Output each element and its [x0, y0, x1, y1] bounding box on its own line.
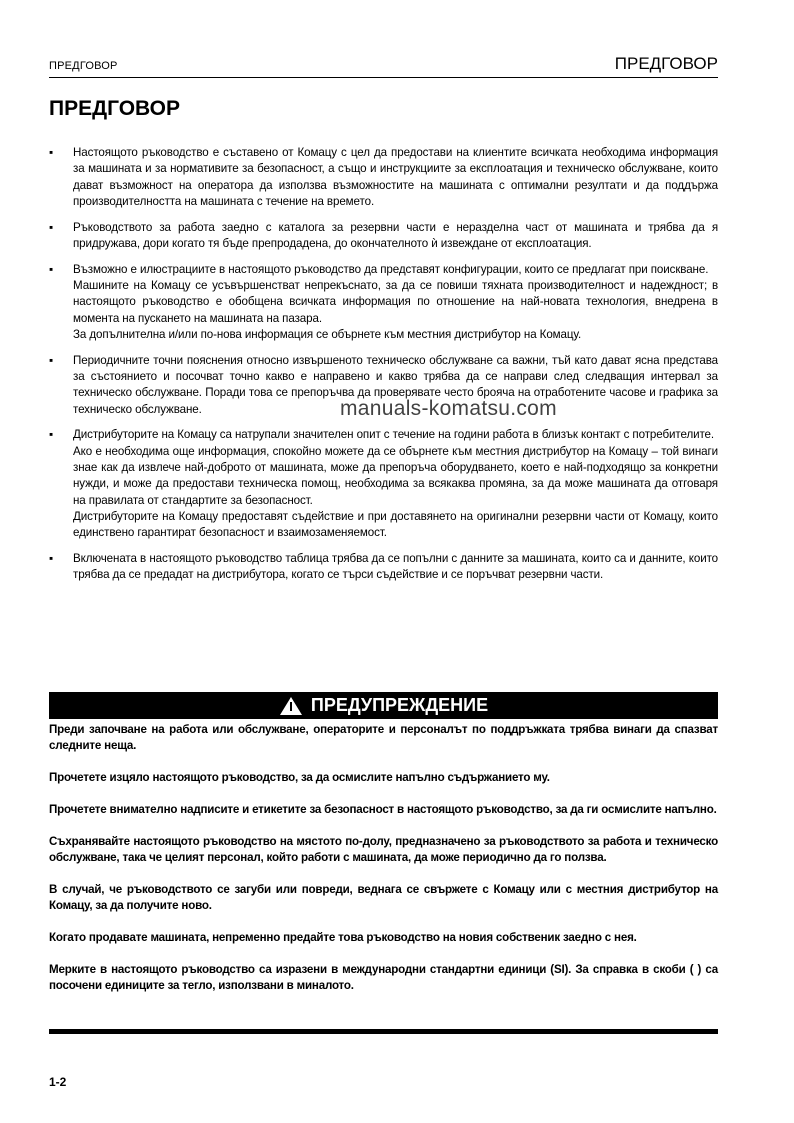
warning-body: [49, 722, 718, 1010]
bullet-item: [49, 220, 718, 253]
warning-paragraph: Прочетете внимателно надписите и етикетите за безопасност в настоящото ръководство, за да ги осмислите напълно.: [49, 802, 717, 816]
warning-triangle-icon: [279, 696, 303, 716]
page-title: ПРЕДГОВОР: [49, 97, 181, 120]
paragraph: Настоящото ръководство е съставено от Комацу с цел да предостави на клиентите всичката необходима информация за машината и за нормативите за безопасност, а също и инструкциите за експлоатация и техническо обслужване, които дават възможност на оператора да използва възможностите на машината с оптимални резултати и да поддържа производителността на машината с течение на времето.: [73, 146, 718, 208]
bullet-item: [49, 551, 718, 584]
header-divider: [49, 77, 718, 78]
bullet-icon: ▪: [49, 428, 54, 442]
warning-paragraph: Когато продавате машината, непременно предайте това ръководство на новия собственик заедно с нея.: [49, 930, 637, 944]
paragraph: Възможно е илюстрациите в настоящото ръководство да представят конфигурации, които се предлагат при поискване.: [73, 262, 709, 276]
bullet-item: [49, 427, 718, 541]
warning-banner: [49, 692, 718, 719]
preface-bullet-list: [49, 145, 718, 593]
warning-title: ПРЕДУПРЕЖДЕНИЕ: [310, 695, 489, 715]
warning-paragraph: Съхранявайте настоящото ръководство на мястото по-долу, предназначено за ръководството за работа и техническо обслужване, така че целият персонал, който работи с машината, да може периодично да го ползва.: [49, 834, 718, 864]
watermark: manuals-komatsu.com: [340, 397, 557, 420]
bullet-icon: ▪: [49, 220, 54, 234]
warning-paragraph: Прочетете изцяло настоящото ръководство, за да осмислите напълно съдържанието му.: [49, 771, 550, 785]
bullet-icon: ▪: [49, 353, 54, 367]
paragraph: Включената в настоящото ръководство таблица трябва да се попълни с данните за машината, които са и данните, които трябва да се предадат на дистрибутора, когато се търси съдействие и се поръчват резервни части.: [73, 552, 718, 582]
paragraph: За допълнителна и/или по-нова информация се обърнете към местния дистрибутор на Комацу.: [73, 327, 582, 341]
bullet-icon: ▪: [49, 146, 54, 159]
paragraph: Ако е необходима още информация, спокойно можете да се обърнете към местния дистрибутор на Комацу – той винаги знае как да извлече най-доброто от машината, може да препоръча оборудването, което е най-подходящо за конкретни нужди, и може да предостави техническа помощ, необходима за всякаква промяна, за да може машината да отговаря на правилата от стандартите за безопасност.: [73, 444, 718, 507]
paragraph: Дистрибуторите на Комацу предоставят съдействие и при доставянето на оригинални резервни части от Комацу, които единствено гарантират безопасност и взаимозаменяемост.: [73, 509, 718, 540]
warning-paragraph: Мерките в настоящото ръководство са изразени в международни стандартни единици (SI). За справка в скоби ( ) са посочени единиците за тегло, използвани в миналото.: [49, 962, 718, 992]
running-header-right: ПРЕДГОВОР: [614, 54, 718, 73]
bullet-item: [49, 145, 718, 210]
paragraph: Ръководството за работа заедно с каталога за резервни части е неразделна част от машината и трябва да я придружава, дори когато тя бъде препродадена, до окончателното ѝ извеждане от експлоатация.: [73, 220, 718, 250]
running-header-left: ПРЕДГОВОР: [49, 60, 118, 72]
paragraph: Машините на Комацу се усъвършенстват непрекъснато, за да се повиши тяхната производителност и надеждност; в настоящото ръководство е обобщена всичката информация по отношение на най-новата технология, внедрена в момента на пускането на машината на пазара.: [73, 279, 718, 325]
warning-paragraph: Преди започване на работа или обслужване, операторите и персоналът по поддръжката трябва винаги да спазват следните неща.: [49, 723, 718, 753]
page-number: 1-2: [49, 1075, 67, 1089]
paragraph: Периодичните точни пояснения относно извършеното техническо обслужване са важни, тъй като дават ясна представа за състоянието и посочват точно какво е направено и какво трябва да се направи след следващия интервал за техническо обслужване. Поради това се препоръчва да проверявате често брояча на отработените часове и графика за техническо обслужване.: [73, 353, 718, 416]
paragraph: Дистрибуторите на Комацу са натрупали значителен опит с течение на години работа в близък контакт с потребителите.: [73, 428, 715, 442]
bullet-icon: ▪: [49, 552, 54, 566]
warning-bottom-rule: [49, 1029, 718, 1034]
bullet-icon: ▪: [49, 262, 54, 276]
bullet-item: [49, 262, 718, 343]
warning-paragraph: В случай, че ръководството се загуби или повреди, веднага се свържете с Комацу или с местния дистрибутор на Комацу, за да получите ново.: [49, 882, 718, 913]
